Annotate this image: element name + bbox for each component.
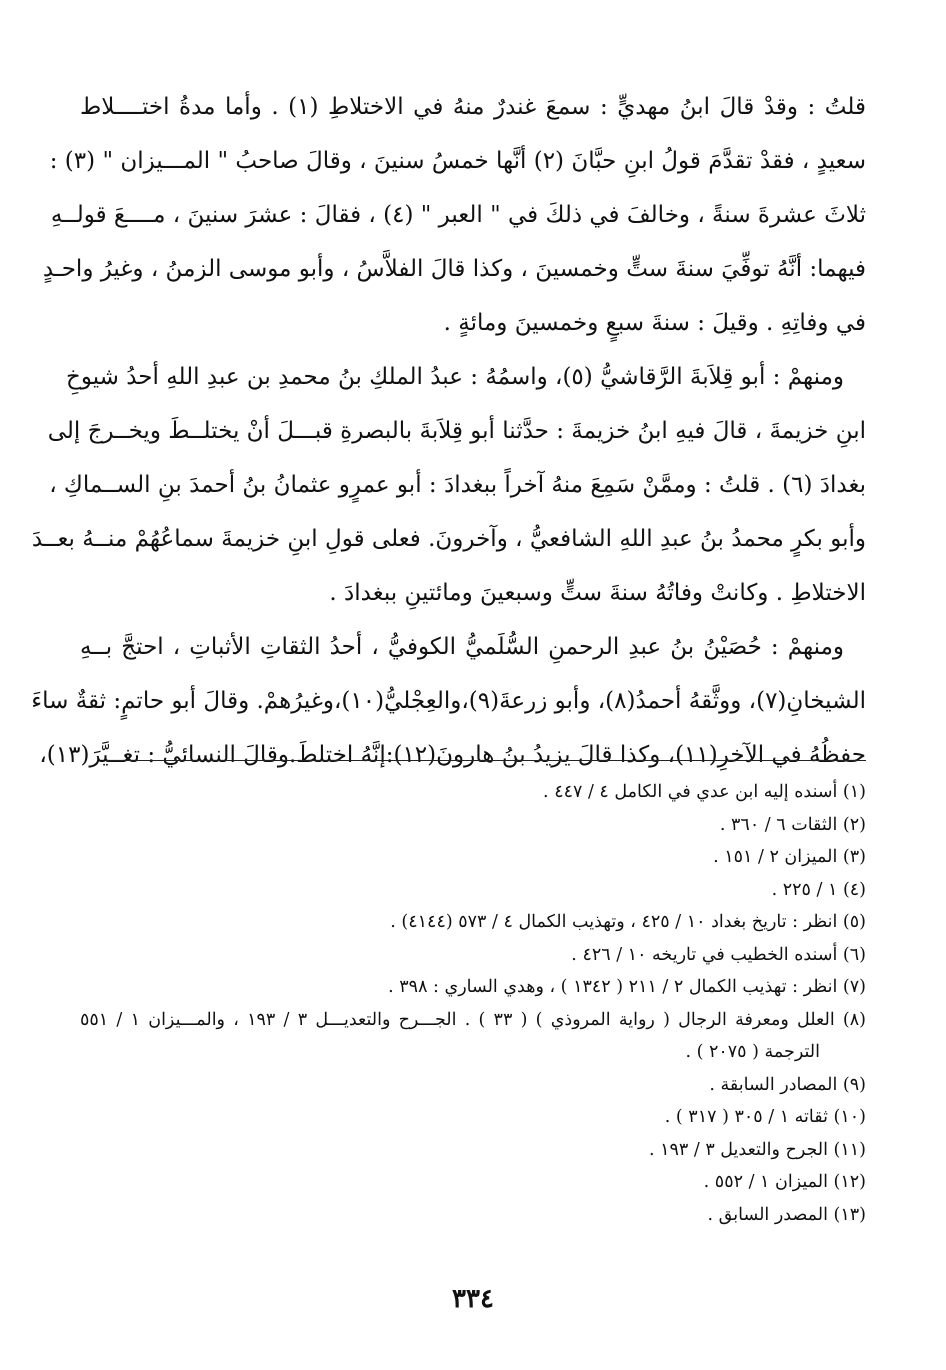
page-number: ٣٣٤ — [452, 1284, 494, 1314]
footnotes — [80, 776, 866, 1231]
footnote: (٨) العلل ومعرفة الرجال ( رواية المروذي ) ( ٣٣ ) . الجـــرح والتعديـــل ٣ / ١٩٣ ، والمـــيزان ١ / ٥٥١ — [80, 1009, 866, 1030]
body-line: ومنهمْ : أبو قِلاَبةَ الرَّقاشيُّ (٥)، واسمُهُ : عبدُ الملكِ بنُ محمدِ بن عبدِ اللهِ أحدُ شيوخِ — [65, 364, 844, 390]
footnote: (١١) الجرح والتعديل ٣ / ١٩٣ . — [648, 1139, 866, 1160]
body-line: ثلاثَ عشرةَ سنةً ، وخالفَ في ذلكَ في " العبر " (٤) ، فقالَ : عشرَ سنينَ ، مــــعَ قولــهِ — [50, 202, 866, 228]
main-text — [31, 80, 866, 782]
footnote: (٩) المصادر السابقة . — [709, 1074, 866, 1095]
footnote: (١) أسنده إليه ابن عدي في الكامل ٤ / ٤٤٧ . — [543, 782, 866, 802]
body-line: حفظُهُ في الآخرِ(١١)، وكذا قالَ يزيدُ بنُ هارونَ(١٢):إنَّهُ اختلطَ.وقالَ النسائيُّ : تغــيَّرَ(١٣)، — [39, 742, 866, 768]
footnote-continuation: الترجمة ( ٢٠٧٥ ) . — [685, 1042, 820, 1062]
footnote: (٣) الميزان ٢ / ١٥١ . — [713, 847, 866, 867]
body-line: قلتُ : وقدْ قالَ ابنُ مهديٍّ : سمعَ غندرٌ منهُ في الاختلاطِ (١) . وأما مدةُ اختــــلاط — [80, 94, 866, 120]
footnote: (٦) أسنده الخطيب في تاريخه ١٠ / ٤٢٦ . — [571, 944, 866, 965]
body-line: الشيخانِ(٧)، ووثَّقهُ أحمدُ(٨)، وأبو زرعةَ(٩)،والعِجْليُّ(١٠)،وغيرُهمْ. وقالَ أبو حاتمٍ: ثقةٌ ساءَ — [31, 688, 866, 714]
body-line: بغدادَ (٦) . قلتُ : وممَّنْ سَمِعَ منهُ آخراً ببغدادَ : أبو عمرٍو عثمانُ بنُ أحمدَ بنِ الســماكِ ، — [49, 472, 866, 498]
body-line: سعيدٍ ، فقدْ تقدَّمَ قولُ ابنِ حبَّانَ (٢) أنَّها خمسُ سنينَ ، وقالَ صاحبُ " المـــيزان " (٣) : — [49, 148, 866, 174]
footnote: (٧) انظر : تهذيب الكمال ٢ / ٢١١ ( ١٣٤٢ ) ، وهدي الساري : ٣٩٨ . — [388, 977, 866, 997]
body-line: في وفاتِهِ . وقيلَ : سنةَ سبعٍ وخمسينَ ومائةٍ . — [443, 310, 866, 336]
body-line: وأبو بكرٍ محمدُ بنُ عبدِ اللهِ الشافعيُّ ، وآخرونَ. فعلى قولِ ابنِ خزيمةَ سماعُهُمْ منــهُ بعــدَ — [31, 526, 866, 552]
footnote: (٤) ١ / ٢٢٥ . — [771, 879, 866, 900]
footnote: (١٣) المصدر السابق . — [707, 1204, 866, 1225]
footnote: (٢) الثقات ٦ / ٣٦٠ . — [719, 814, 866, 835]
footnote: (٥) انظر : تاريخ بغداد ١٠ / ٤٢٥ ، وتهذيب الكمال ٤ / ٥٧٣ (٤١٤٤) . — [390, 912, 866, 932]
body-line: فيهما: أنَّهُ توفِّيَ سنةَ ستٍّ وخمسينَ ، وكذا قالَ الفلاَّسُ ، وأبو موسى الزمنُ ، وغيرُ واحـدٍ — [42, 256, 866, 282]
footnote: (١٠) ثقاته ١ / ٣٠٥ ( ٣١٧ ) . — [664, 1107, 866, 1127]
footnote: (١٢) الميزان ١ / ٥٥٢ . — [703, 1172, 866, 1192]
body-line: الاختلاطِ . وكانتْ وفاتُهُ سنةَ ستٍّ وسبعينَ ومائتينِ ببغدادَ . — [329, 580, 866, 606]
body-line: ومنهمْ : حُصَيْنُ بنُ عبدِ الرحمنِ السُّلَميُّ الكوفيُّ ، أحدُ الثقاتِ الأثباتِ ، احتجَّ بــهِ — [80, 634, 844, 660]
footnote-divider — [106, 760, 866, 761]
body-line: ابنِ خزيمةَ ، قالَ فيهِ ابنُ خزيمةَ : حدَّثنا أبو قِلاَبةَ بالبصرةِ قبـــلَ أنْ يختلــطَ ويخــرجَ إلى — [47, 418, 866, 444]
